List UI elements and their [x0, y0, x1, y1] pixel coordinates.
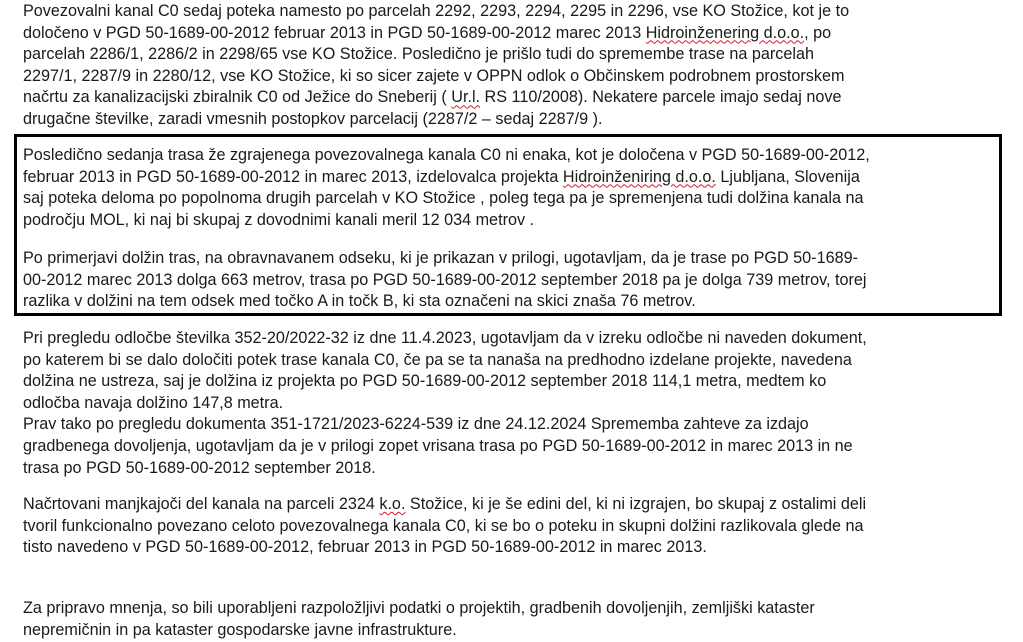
text-line: trasa po PGD 50-1689-00-2012 september 2018. — [23, 458, 376, 477]
paragraph-decision-review — [23, 328, 867, 479]
text-line: Po primerjavi dolžin tras, na obravnavanem odseku, ki je prikazan v prilogi, ugotavljam, da je trase po PGD 50-1689- — [23, 249, 858, 267]
paragraph-canal-route — [23, 1, 849, 131]
paragraph-length-comparison — [23, 248, 866, 313]
text-line: Načrtovani manjkajoči del kanala na parceli 2324 k.o. Stožice, ki je še edini del, ki ni izgrajen, bo skupaj z ostalimi deli — [23, 495, 867, 513]
text-line: tisto navedeno v PGD 50-1689-00-2012, februar 2013 in PGD 50-1689-00-2012 in marec 2013. — [23, 538, 707, 557]
text-line: nepremičnin in pa kataster gospodarske javne infrastrukture. — [23, 620, 457, 639]
text-line: Prav tako po pregledu dokumenta 351-1721/2023-6224-539 iz dne 24.12.2024 Sprememba zahteve za izdajo — [23, 415, 809, 434]
text-line: 00-2012 marec 2013 dolga 663 metrov, trasa po PGD 50-1689-00-2012 september 2018 pa je dolga 739 metrov, torej — [23, 270, 867, 289]
text-line: saj poteka deloma po popolnoma drugih parcelah v KO Stožice , poleg tega pa je spremenjena tudi dolžina kanala na — [23, 189, 864, 208]
company-name-hidroinzenering: Hidroinženering d.o.o. — [645, 23, 805, 42]
text-line: parcelah 2286/1, 2286/2 in 2298/65 vse KO Stožice. Posledično je prišlo tudi do spremembe trase na parcelah — [23, 45, 814, 64]
paragraph-planned-section — [23, 494, 866, 559]
company-name-hidroinzeniring: Hidroinženiring d.o.o. — [562, 167, 716, 186]
text-line: Za pripravo mnenja, so bili uporabljeni razpoložljivi podatki o projektih, gradbenih dovoljenjih, zemljiški kataster — [23, 599, 815, 617]
text-line: Pri pregledu odločbe številka 352-20/2022-32 iz dne 11.4.2023, ugotavljam da v izreku odločbe ni naveden dokument, — [23, 329, 867, 347]
paragraph-data-sources — [23, 598, 815, 641]
paragraph-route-difference — [23, 145, 870, 231]
text-line: tvoril funkcionalno povezano celoto povezovalnega kanala C0, ki se bo o poteku in skupni dolžini razlikovala glede na — [23, 516, 864, 535]
text-line: razlika v dolžini na tem odsek med točko A in točk B, ki sta označeni na skici znaša 76 metrov. — [23, 292, 696, 311]
text-line: gradbenega dovoljenja, ugotavljam da je v prilogi zopet vrisana trasa po PGD 50-1689-00-2012 in marec 2013 in ne — [23, 436, 853, 455]
abbr-k-o: k.o. — [379, 495, 406, 513]
text-line: področju MOL, ki naj bi skupaj z dovodnimi kanali meril 12 034 metrov . — [23, 210, 535, 229]
text-line: drugačne številke, zaradi vmesnih postopkov parcelacij (2287/2 – sedaj 2287/9 ). — [23, 109, 603, 128]
text-line: 2297/1, 2287/9 in 2280/12, vse KO Stožice, ki so sicer zajete v OPPN odlok o Občinskem podrobnem prostorskem — [23, 66, 845, 85]
abbr-ur-l: Ur.l. — [451, 88, 481, 107]
text-line: določeno v PGD 50-1689-00-2012 februar 2013 in PGD 50-1689-00-2012 marec 2013 Hidroinženering d.o.o., po — [23, 23, 832, 42]
text-line: načrtu za kanalizacijski zbiralnik C0 od Ježice do Sneberij ( Ur.l. RS 110/2008). Nekatere parcele imajo sedaj nove — [23, 88, 842, 107]
text-line: Povezovalni kanal C0 sedaj poteka namesto po parcelah 2292, 2293, 2294, 2295 in 2296, vse KO Stožice, kot je to — [23, 2, 850, 20]
text-line: po katerem bi se dalo določiti potek trase kanala C0, če pa se ta nanaša na predhodno izdelane projekte, navedena — [23, 350, 852, 369]
text-line: Posledično sedanja trasa že zgrajenega povezovalnega kanala C0 ni enaka, kot je določena v PGD 50-1689-00-2012, — [23, 146, 870, 164]
text-line: februar 2013 in PGD 50-1689-00-2012 in marec 2013, izdelovalca projekta Hidroinženiring d.o.o. Ljubljana, Slovenija — [23, 167, 860, 186]
text-line: odločba navaja dolžino 147,8 metra. — [23, 393, 284, 412]
text-line: dolžina ne ustreza, saj je dolžina iz projekta po PGD 50-1689-00-2012 september 2018 114,1 metra, medtem ko — [23, 372, 827, 391]
